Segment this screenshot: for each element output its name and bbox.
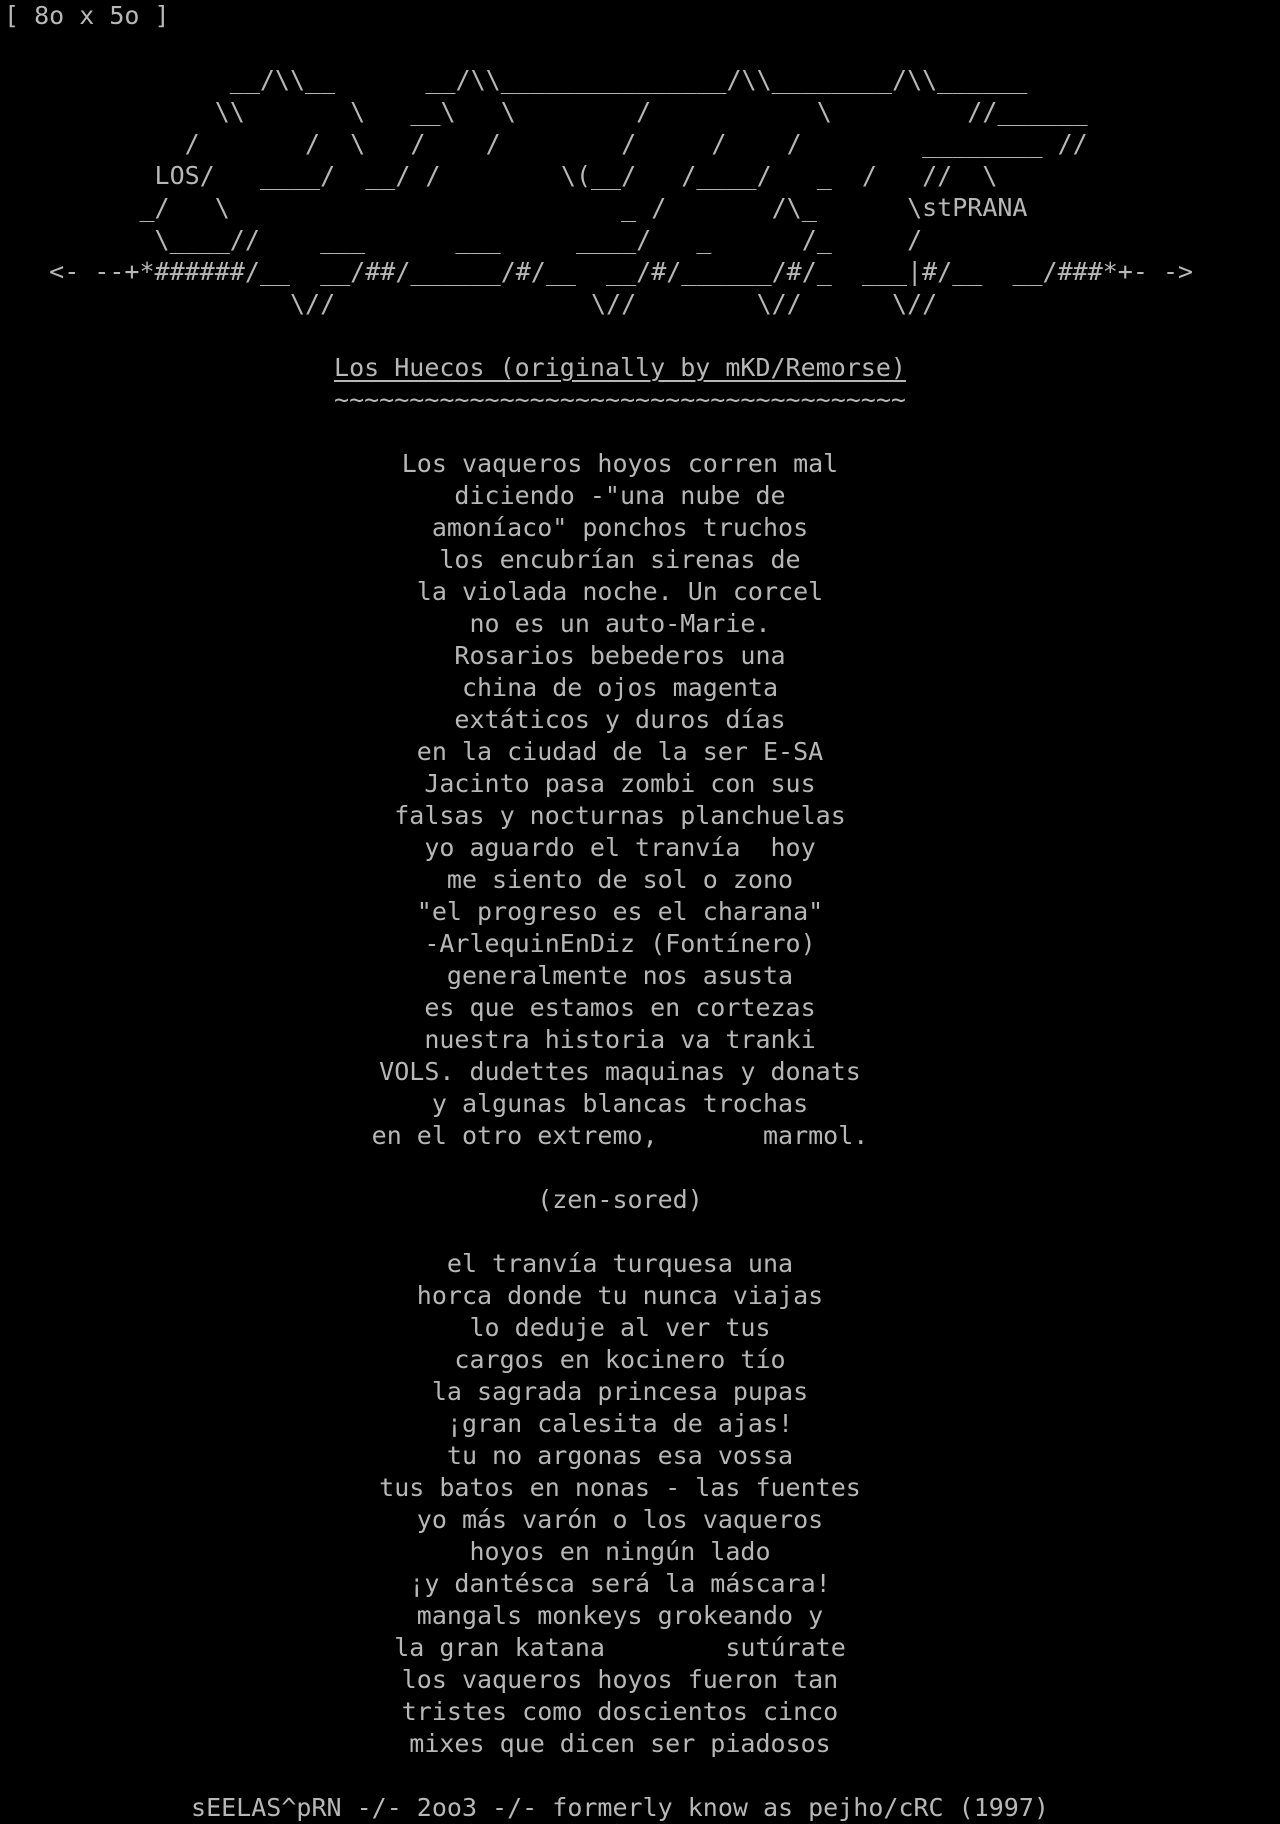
poem-line: y algunas blancas trochas bbox=[431, 1089, 809, 1118]
poem-line: tu no argonas esa vossa bbox=[446, 1441, 794, 1470]
poem-line: el tranvía turquesa una bbox=[446, 1249, 794, 1278]
poem-line: los vaqueros hoyos fueron tan bbox=[401, 1665, 839, 1694]
zen-sored-note: (zen-sored) bbox=[537, 1185, 703, 1214]
poem-line: me siento de sol o zono bbox=[446, 865, 794, 894]
release-footer: sEELAS^pRN -/- 2oo3 -/- formerly know as pejho/cRC (1997) bbox=[191, 1793, 1049, 1822]
poem-line: mangals monkeys grokeando y bbox=[416, 1601, 824, 1630]
ascii-logo-line: \// \// \// \// bbox=[4, 289, 938, 318]
poem-line: "el progreso es el charana" bbox=[416, 897, 824, 926]
ascii-logo-line: <- --+*######/__ __/##/______/#/__ __/#/______/#/_ ___|#/__ __/###*+- -> bbox=[4, 257, 1194, 286]
poem-line: tus batos en nonas - las fuentes bbox=[379, 1473, 861, 1502]
poem-line: falsas y nocturnas planchuelas bbox=[394, 801, 846, 830]
poem-line: es que estamos en cortezas bbox=[424, 993, 816, 1022]
poem-line: los encubrían sirenas de bbox=[439, 545, 801, 574]
poem-line: yo más varón o los vaqueros bbox=[416, 1505, 824, 1534]
ascii-logo-line: / / \ / / / / / ________ // bbox=[4, 129, 1088, 158]
poem-line: en la ciudad de la ser E-SA bbox=[416, 737, 824, 766]
ascii-logo-line: \____// ___ ___ ____/ _ /_ / bbox=[4, 225, 923, 254]
poem-line: no es un auto-Marie. bbox=[469, 609, 771, 638]
poem-line: Jacinto pasa zombi con sus bbox=[424, 769, 816, 798]
poem-line: ¡y dantésca será la máscara! bbox=[409, 1569, 831, 1598]
ascii-logo-line: \\ \ __\ \ / \ //______ bbox=[4, 97, 1088, 126]
poem-line: hoyos en ningún lado bbox=[469, 1537, 771, 1566]
poem-line: cargos en kocinero tío bbox=[454, 1345, 786, 1374]
poem-stanza-2 bbox=[4, 1248, 1236, 1760]
poem-line: la gran katana sutúrate bbox=[394, 1633, 846, 1662]
terminal-screen bbox=[4, 0, 1280, 1824]
ascii-logo-line: __/\\__ __/\\_______________/\\________/\\______ bbox=[4, 65, 1028, 94]
poem-line: generalmente nos asusta bbox=[446, 961, 794, 990]
poem-line: extáticos y duros días bbox=[454, 705, 786, 734]
ascii-logo bbox=[4, 64, 1280, 320]
poem-line: VOLS. dudettes maquinas y donats bbox=[379, 1057, 861, 1086]
ascii-logo-line: LOS/ ____/ __/ / \(__/ /____/ _ / // \ bbox=[4, 161, 998, 190]
terminal-size-header: [ 8o x 5o ] bbox=[4, 1, 170, 30]
poem-line: lo deduje al ver tus bbox=[469, 1313, 771, 1342]
poem-line: amoníaco" ponchos truchos bbox=[431, 513, 809, 542]
ascii-logo-line: _/ \ _ / /\_ \stPRANA bbox=[4, 193, 1028, 222]
poem-line: -ArlequinEnDiz (Fontínero) bbox=[424, 929, 816, 958]
poem-stanza-1 bbox=[4, 448, 1236, 1152]
poem-line: china de ojos magenta bbox=[461, 673, 779, 702]
title-underline-tildes: ~~~~~~~~~~~~~~~~~~~~~~~~~~~~~~~~~~~~~~ bbox=[334, 385, 906, 414]
poem-line: la violada noche. Un corcel bbox=[416, 577, 824, 606]
poem-line: Los vaqueros hoyos corren mal bbox=[401, 449, 839, 478]
poem-line: nuestra historia va tranki bbox=[424, 1025, 816, 1054]
poem-line: Rosarios bebederos una bbox=[454, 641, 786, 670]
poem-line: mixes que dicen ser piadosos bbox=[409, 1729, 831, 1758]
poem-line: en el otro extremo, marmol. bbox=[371, 1121, 869, 1150]
poem-line: horca donde tu nunca viajas bbox=[416, 1281, 824, 1310]
poem-line: la sagrada princesa pupas bbox=[431, 1377, 809, 1406]
poem-line: yo aguardo el tranvía hoy bbox=[424, 833, 816, 862]
poem-line: ¡gran calesita de ajas! bbox=[446, 1409, 794, 1438]
poem-line: diciendo -"una nube de bbox=[454, 481, 786, 510]
poem-line: tristes como doscientos cinco bbox=[401, 1697, 839, 1726]
poem-title: Los Huecos (originally by mKD/Remorse) bbox=[334, 353, 906, 382]
